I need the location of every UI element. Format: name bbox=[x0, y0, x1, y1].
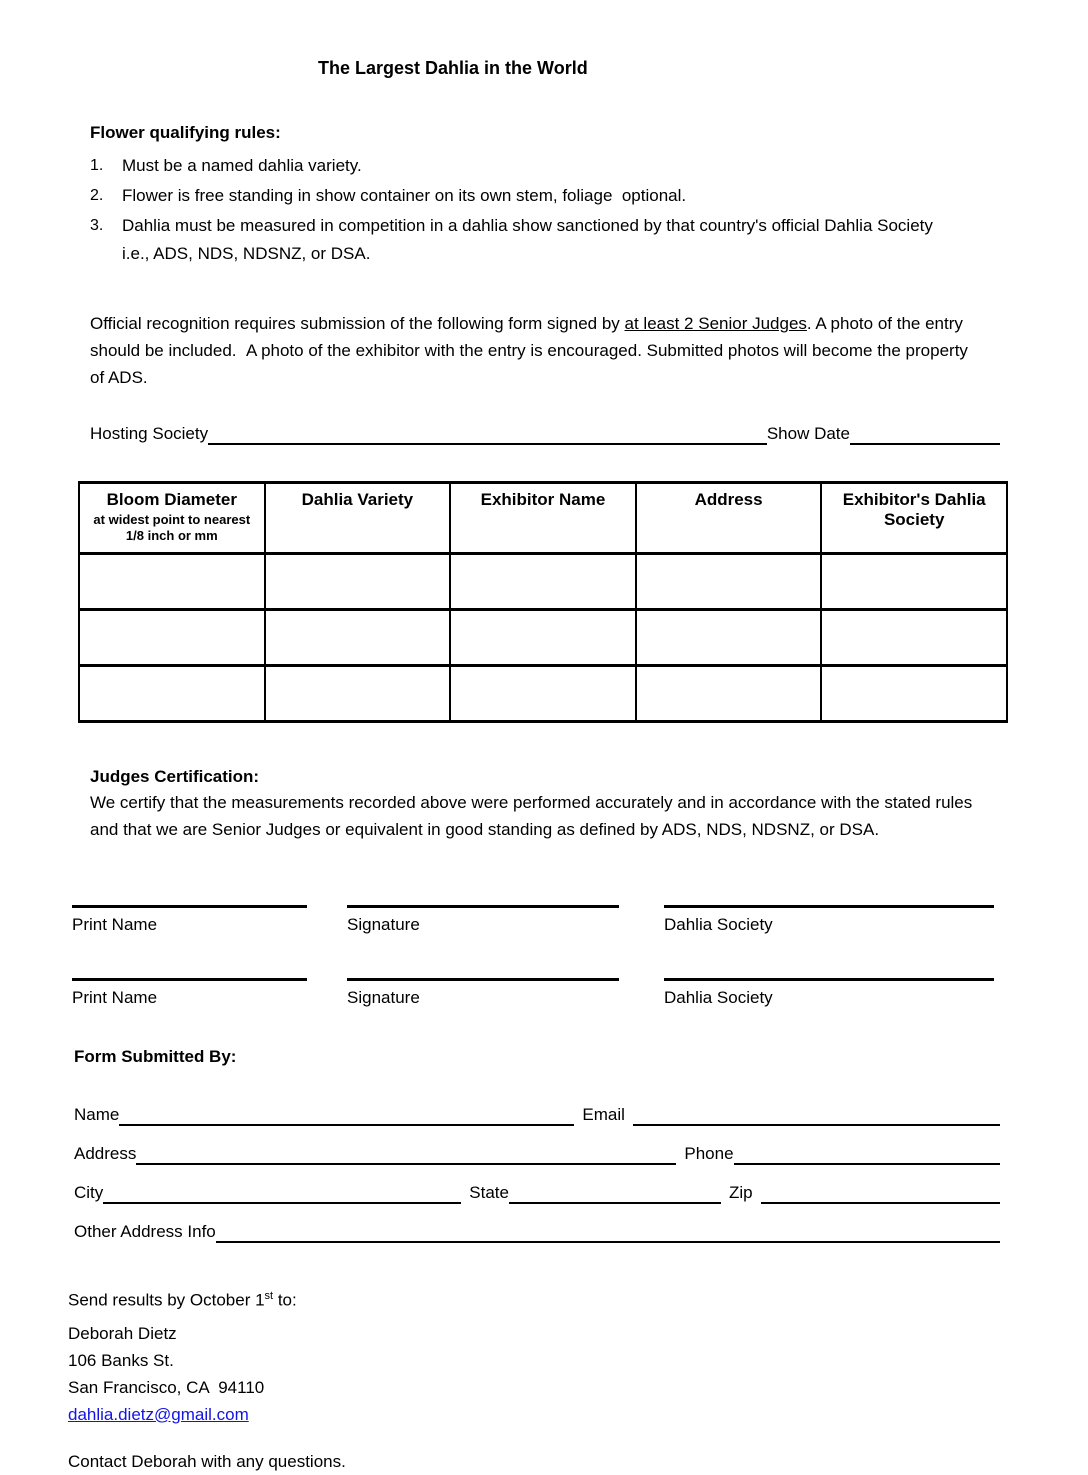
column-title: Address bbox=[694, 490, 763, 509]
rules-list bbox=[90, 151, 1000, 268]
dahlia-society-line bbox=[664, 968, 994, 981]
name-email-row bbox=[74, 1097, 1000, 1126]
contact-address-block bbox=[68, 1320, 1000, 1428]
send-results-text: Send results by October 1 bbox=[68, 1290, 265, 1310]
table-cell bbox=[265, 554, 451, 610]
contact-street: 106 Banks St. bbox=[68, 1350, 174, 1370]
other-address-line bbox=[216, 1223, 1000, 1243]
submitted-by-fields bbox=[72, 1097, 1000, 1243]
table-cell bbox=[636, 666, 822, 722]
judges-certification-heading: Judges Certification: bbox=[90, 767, 260, 786]
contact-note: Contact Deborah with any questions. bbox=[68, 1451, 346, 1471]
signature-line bbox=[347, 895, 619, 908]
dahlia-society-label: Dahlia Society bbox=[664, 915, 773, 934]
show-date-line bbox=[850, 425, 1000, 445]
phone-label: Phone bbox=[684, 1144, 734, 1163]
hosting-society-row bbox=[90, 423, 1000, 445]
print-name-line bbox=[72, 895, 307, 908]
rule-item bbox=[90, 151, 1000, 181]
column-header-dahlia-variety bbox=[265, 483, 451, 554]
address-phone-row bbox=[74, 1136, 1000, 1165]
name-line bbox=[119, 1106, 574, 1126]
state-label: State bbox=[469, 1183, 509, 1202]
certification-text: We certify that the measurements recorded above were performed accurately and in accordance with the stated rules and that we are Senior Judges or equivalent in good standing as defined by ADS, NDS, NDSNZ, or DSA. bbox=[90, 793, 973, 839]
signature-line bbox=[347, 968, 619, 981]
table-cell bbox=[265, 666, 451, 722]
rule-number: 1. bbox=[90, 157, 104, 174]
dahlia-society-line bbox=[664, 895, 994, 908]
send-results-block bbox=[68, 1283, 1000, 1428]
table-row bbox=[79, 610, 1007, 666]
recognition-paragraph bbox=[90, 310, 975, 391]
dahlia-society-label: Dahlia Society bbox=[664, 988, 773, 1007]
signature-field bbox=[347, 895, 619, 936]
signature-field bbox=[72, 895, 307, 936]
city-state-zip-row bbox=[74, 1175, 1000, 1204]
table-row bbox=[79, 554, 1007, 610]
measurement-table bbox=[78, 481, 1008, 723]
signature-field bbox=[347, 968, 619, 1009]
contact-city: San Francisco, CA 94110 bbox=[68, 1377, 265, 1397]
table-cell bbox=[821, 554, 1007, 610]
signature-field bbox=[664, 968, 994, 1009]
hosting-society-line bbox=[208, 425, 767, 445]
email-label: Email bbox=[582, 1105, 625, 1124]
zip-label: Zip bbox=[728, 1183, 753, 1202]
table-row bbox=[79, 666, 1007, 722]
address-line bbox=[136, 1145, 676, 1165]
table-cell bbox=[821, 610, 1007, 666]
table-cell bbox=[450, 666, 636, 722]
name-label: Name bbox=[74, 1105, 120, 1124]
rule-text: Flower is free standing in show container on its own stem, foliage optional. bbox=[122, 186, 687, 205]
send-results-text-suffix: to: bbox=[273, 1290, 297, 1310]
table-cell bbox=[636, 554, 822, 610]
hosting-society-label: Hosting Society bbox=[90, 424, 209, 443]
address-label: Address bbox=[74, 1144, 137, 1163]
city-line bbox=[103, 1184, 461, 1204]
column-header-bloom-diameter bbox=[79, 483, 265, 554]
other-address-row bbox=[74, 1214, 1000, 1243]
column-header-exhibitor-society bbox=[821, 483, 1007, 554]
state-line bbox=[509, 1184, 721, 1204]
signature-row bbox=[72, 895, 1000, 936]
show-date-label: Show Date bbox=[766, 424, 850, 443]
table-cell bbox=[79, 610, 265, 666]
email-link[interactable]: dahlia.dietz@gmail.com bbox=[68, 1404, 249, 1424]
rule-item bbox=[90, 211, 1000, 268]
table-cell bbox=[450, 610, 636, 666]
send-results-heading bbox=[68, 1283, 1000, 1314]
column-subtitle: at widest point to nearest 1/8 inch or mm bbox=[93, 512, 251, 543]
column-title: Exhibitor Name bbox=[480, 490, 606, 509]
table-cell bbox=[450, 554, 636, 610]
print-name-line bbox=[72, 968, 307, 981]
rule-item bbox=[90, 181, 1000, 211]
rules-heading: Flower qualifying rules: bbox=[90, 123, 281, 142]
column-title: Dahlia Variety bbox=[301, 490, 414, 509]
table-header-row bbox=[79, 483, 1007, 554]
rule-text: Dahlia must be measured in competition in a dahlia show sanctioned by that country's official Dahlia Society i.e., ADS, NDS, NDSNZ, or DSA. bbox=[122, 216, 933, 263]
email-line bbox=[633, 1106, 1000, 1126]
column-header-exhibitor-name bbox=[450, 483, 636, 554]
contact-name: Deborah Dietz bbox=[68, 1323, 177, 1343]
column-title: Exhibitor's Dahlia Society bbox=[842, 490, 986, 529]
rule-number: 2. bbox=[90, 187, 104, 204]
city-label: City bbox=[74, 1183, 104, 1202]
table-cell bbox=[79, 666, 265, 722]
recognition-text-before: Official recognition requires submission of the following form signed by bbox=[90, 314, 625, 333]
form-submitted-heading: Form Submitted By: bbox=[74, 1047, 237, 1066]
table-cell bbox=[821, 666, 1007, 722]
column-title: Bloom Diameter bbox=[106, 490, 237, 509]
underlined-phrase: at least 2 Senior Judges bbox=[624, 314, 807, 333]
signature-field bbox=[664, 895, 994, 936]
ordinal-superscript: st bbox=[264, 1290, 274, 1302]
page-title: The Largest Dahlia in the World bbox=[318, 58, 588, 78]
print-name-label: Print Name bbox=[72, 915, 158, 934]
rule-number: 3. bbox=[90, 217, 104, 234]
rule-text: Must be a named dahlia variety. bbox=[122, 156, 362, 175]
signature-field bbox=[72, 968, 307, 1009]
table-cell bbox=[636, 610, 822, 666]
signature-row bbox=[72, 968, 1000, 1009]
other-address-label: Other Address Info bbox=[74, 1222, 216, 1241]
table-cell bbox=[265, 610, 451, 666]
zip-line bbox=[761, 1184, 1000, 1204]
print-name-label: Print Name bbox=[72, 988, 158, 1007]
column-header-address bbox=[636, 483, 822, 554]
signature-label: Signature bbox=[347, 988, 420, 1007]
phone-line bbox=[734, 1145, 1000, 1165]
table-cell bbox=[79, 554, 265, 610]
signature-label: Signature bbox=[347, 915, 420, 934]
recognition-text-after: . A photo of the entry should be included. A photo of the exhibitor with the entry is encouraged. Submitted photos will become the property of ADS. bbox=[90, 314, 968, 387]
